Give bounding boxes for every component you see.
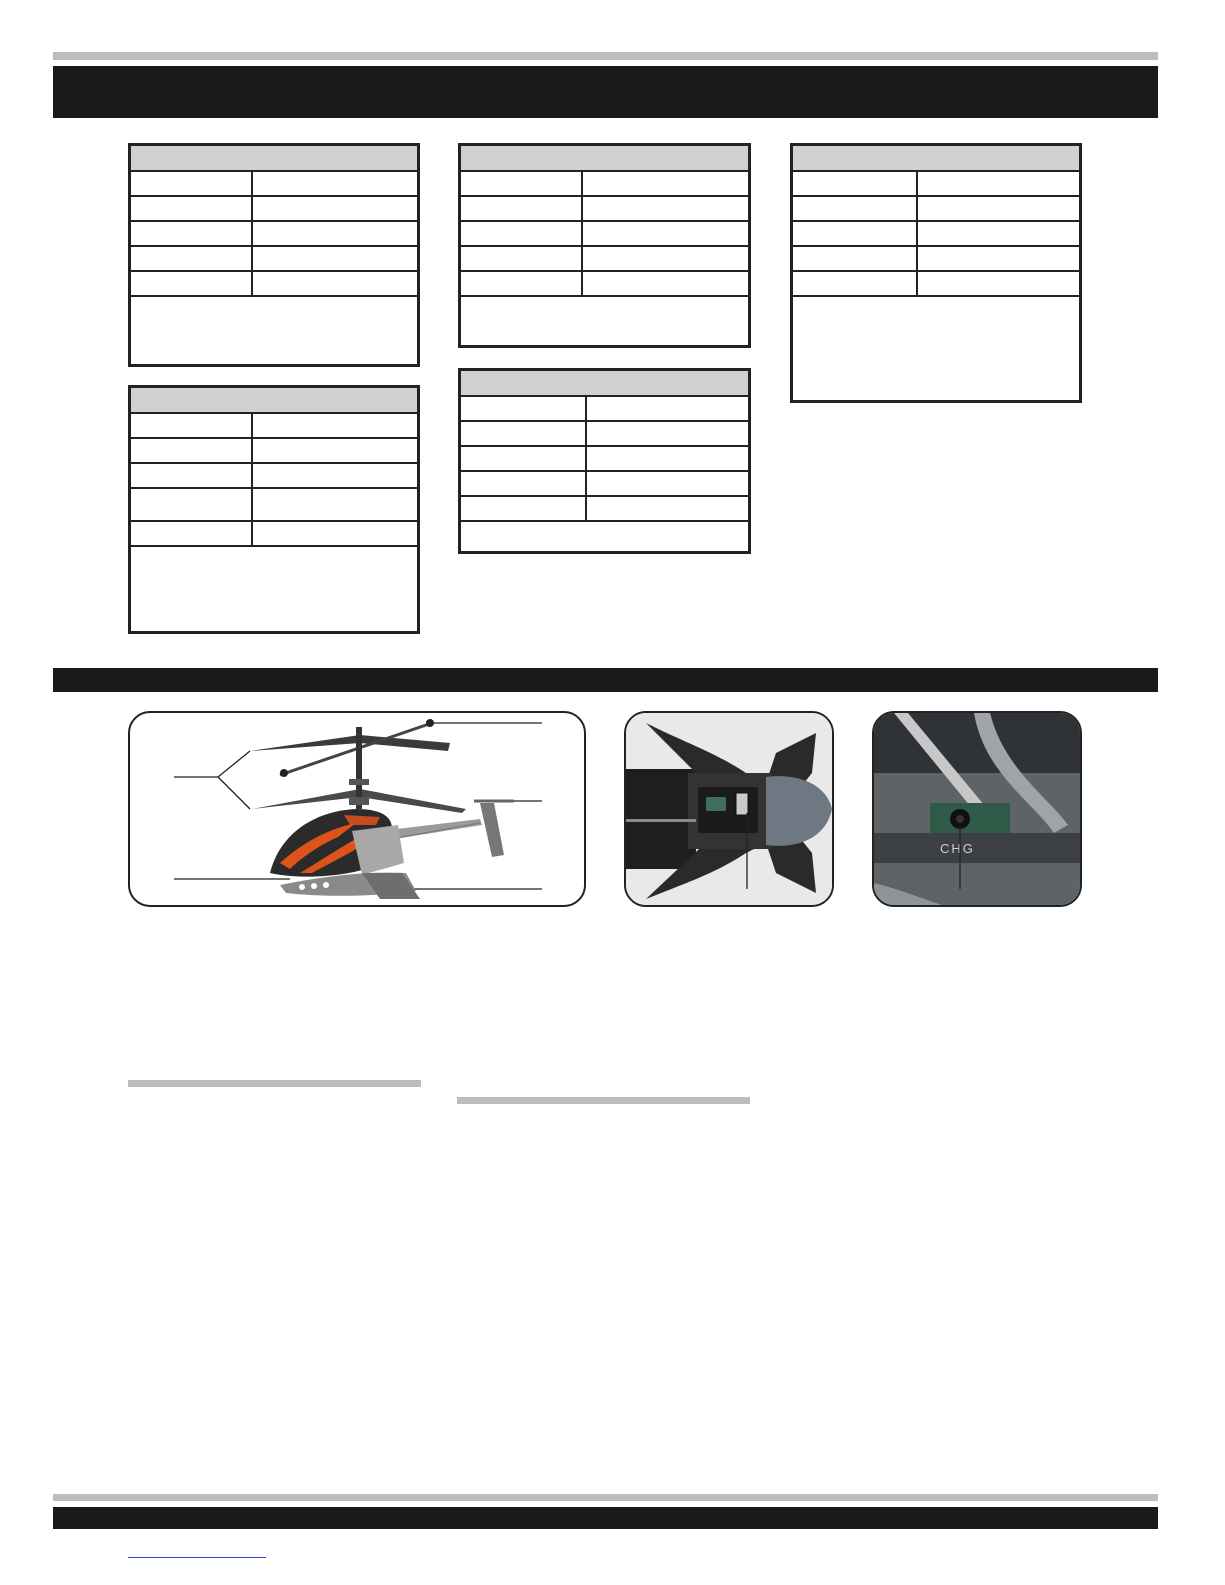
table-row xyxy=(461,272,748,297)
spec-table-header xyxy=(461,146,748,172)
table-row xyxy=(461,497,748,522)
table-row xyxy=(793,172,1079,197)
table-row xyxy=(793,272,1079,297)
section-band xyxy=(53,668,1158,692)
table-row xyxy=(461,197,748,222)
charge-port-photo-panel xyxy=(872,711,1082,907)
spec-table-5 xyxy=(790,143,1082,403)
table-row xyxy=(461,472,748,497)
table-row xyxy=(461,422,748,447)
spec-table-header xyxy=(793,146,1079,172)
table-row xyxy=(131,247,417,272)
spec-table-1 xyxy=(128,143,420,367)
spec-table-4 xyxy=(458,368,751,554)
subsection-rule-middle xyxy=(457,1097,750,1104)
spec-table-header xyxy=(461,371,748,397)
footer-rule xyxy=(53,1494,1158,1501)
spec-table-header xyxy=(131,388,417,414)
spec-table-3 xyxy=(458,143,751,348)
table-row xyxy=(131,222,417,247)
footer-link-underline[interactable] xyxy=(128,1557,266,1558)
table-row xyxy=(461,222,748,247)
table-row xyxy=(793,197,1079,222)
charge-port-image xyxy=(874,713,1082,907)
subsection-rule-left xyxy=(128,1080,421,1087)
table-row xyxy=(461,397,748,422)
table-row xyxy=(461,172,748,197)
table-row xyxy=(131,414,417,439)
table-row xyxy=(131,522,417,547)
table-row xyxy=(461,247,748,272)
table-row xyxy=(131,172,417,197)
footer-band xyxy=(53,1507,1158,1529)
table-row xyxy=(131,197,417,222)
table-row xyxy=(131,489,417,522)
table-row xyxy=(793,247,1079,272)
helicopter-diagram-panel xyxy=(128,711,586,907)
table-row xyxy=(461,447,748,472)
table-row xyxy=(793,222,1079,247)
top-rule xyxy=(53,52,1158,60)
receiver-photo-panel xyxy=(624,711,834,907)
helicopter-image xyxy=(130,713,586,907)
spec-table-2 xyxy=(128,385,420,634)
table-row xyxy=(131,464,417,489)
receiver-board-image xyxy=(626,713,834,907)
table-row xyxy=(131,439,417,464)
spec-table-header xyxy=(131,146,417,172)
table-row xyxy=(131,272,417,297)
charge-port-label: CHG xyxy=(940,841,975,856)
title-band xyxy=(53,66,1158,118)
